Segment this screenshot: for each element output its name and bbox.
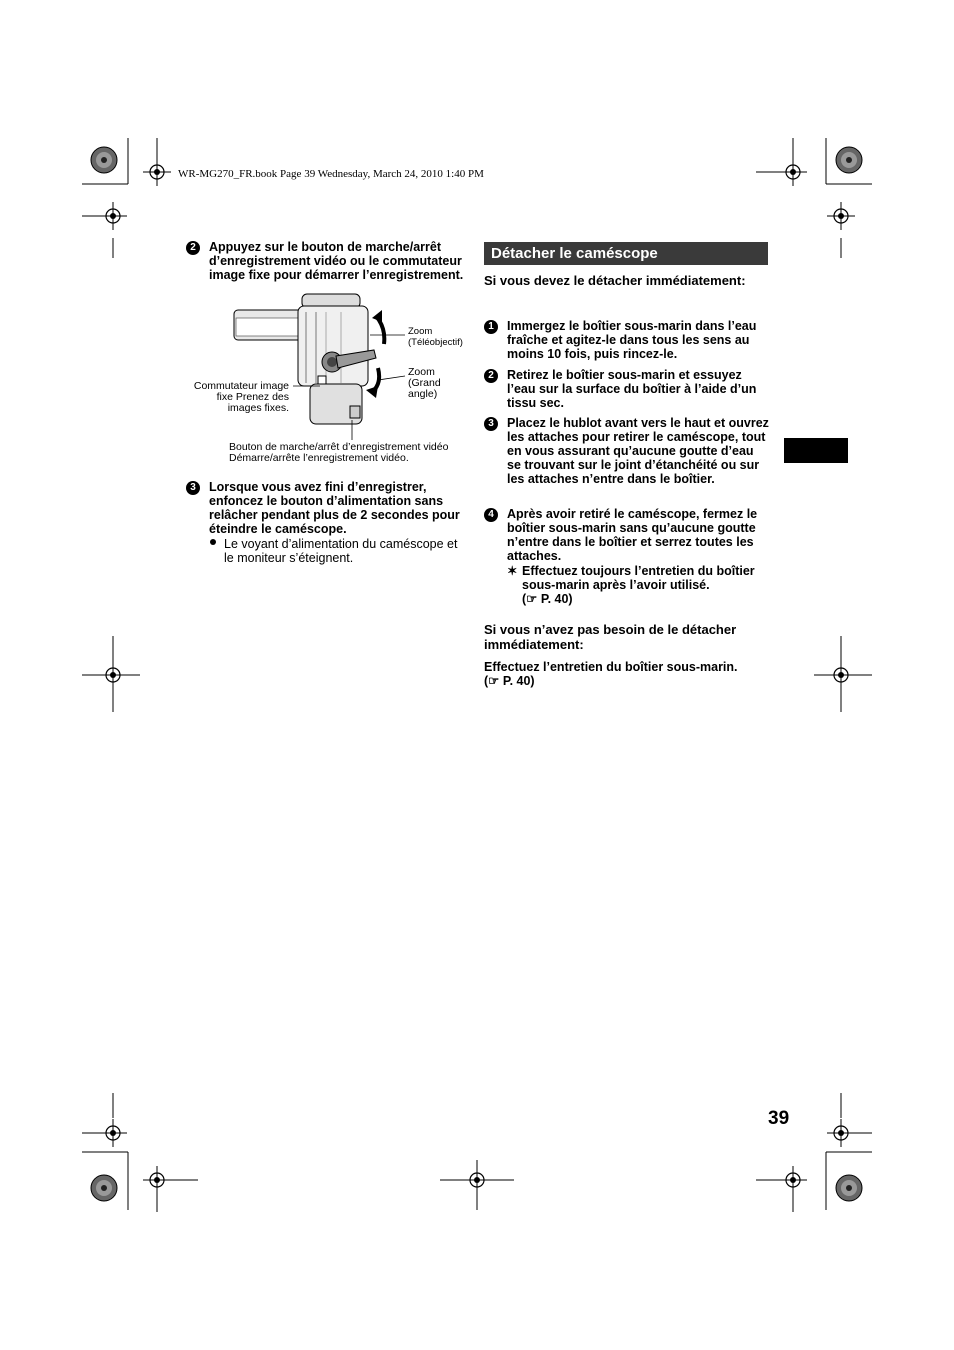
detach-step-2-text: Retirez le boîtier sous-marin et essuyez l’eau sur la surface du boîtier à l’aide d’un tissu sec. bbox=[507, 368, 757, 410]
step-number-badge: 3 bbox=[484, 417, 498, 431]
bullet-dot-icon bbox=[210, 539, 216, 545]
bullet-text: Le voyant d’alimentation du caméscope et le moniteur s’éteignent. bbox=[224, 537, 458, 565]
subhead-detach-now: Si vous devez le détacher immédiatement: bbox=[484, 273, 746, 288]
record-button-label: Bouton de marche/arrêt d’enregistrement vidéo bbox=[229, 441, 449, 453]
chapter-tab bbox=[784, 438, 848, 463]
zoom-wide-label: Zoom (Grand angle) bbox=[408, 366, 441, 400]
detach-step-3-text: Placez le hublot avant vers le haut et ouvrez les attaches pour retirer le caméscope, tout en vous assurant qu’aucune goutte d’eau se trouvant sur le joint d’étanchéité ou sur les attaches n’entre dans le boîtier. bbox=[507, 416, 769, 486]
detach-step-1-text: Immergez le boîtier sous-marin dans l’eau fraîche et agitez-le dans tous les sens au moins 10 fois, puis rincez-le. bbox=[507, 319, 757, 361]
step-2-text: Appuyez sur le bouton de marche/arrêt d’enregistrement vidéo ou le commutateur image fixe pour démarrer l’enregistrement. bbox=[209, 240, 464, 282]
final-instruction: Effectuez l’entretien du boîtier sous-marin. bbox=[484, 660, 738, 674]
file-info-header: WR-MG270_FR.book Page 39 Wednesday, March 24, 2010 1:40 PM bbox=[178, 168, 484, 180]
section-title-bar: Détacher le caméscope bbox=[484, 242, 768, 265]
page-number: 39 bbox=[768, 1108, 790, 1129]
record-button-description: Démarre/arrête l’enregistrement vidéo. bbox=[229, 452, 409, 464]
subhead-detach-later: Si vous n’avez pas besoin de le détacher immédiatement: bbox=[484, 622, 737, 652]
step-3-text: Lorsque vous avez fini d’enregistrer, enfoncez le bouton d’alimentation sans relâcher pendant plus de 2 secondes pour éteindre le caméscope. bbox=[209, 480, 460, 536]
still-image-switch-label: Commutateur image fixe Prenez des images fixes. bbox=[193, 380, 289, 414]
detach-step-4-text: Après avoir retiré le caméscope, fermez le boîtier sous-marin sans qu’aucune goutte n’entre dans le boîtier et serrez toutes les attaches. bbox=[507, 507, 758, 563]
zoom-tele-label: Zoom (Téléobjectif) bbox=[408, 326, 463, 348]
maintenance-note-ref: (☞ P. 40) bbox=[522, 592, 573, 606]
step-number-badge: 2 bbox=[186, 241, 200, 255]
step-number-badge: 1 bbox=[484, 320, 498, 334]
step-number-badge: 2 bbox=[484, 369, 498, 383]
final-instruction-ref: (☞ P. 40) bbox=[484, 674, 535, 688]
maintenance-note: Effectuez toujours l’entretien du boîtier sous-marin après l’avoir utilisé. bbox=[522, 564, 755, 592]
step-number-badge: 4 bbox=[484, 508, 498, 522]
note-star-icon: ✶ bbox=[507, 564, 518, 578]
step-number-badge: 3 bbox=[186, 481, 200, 495]
